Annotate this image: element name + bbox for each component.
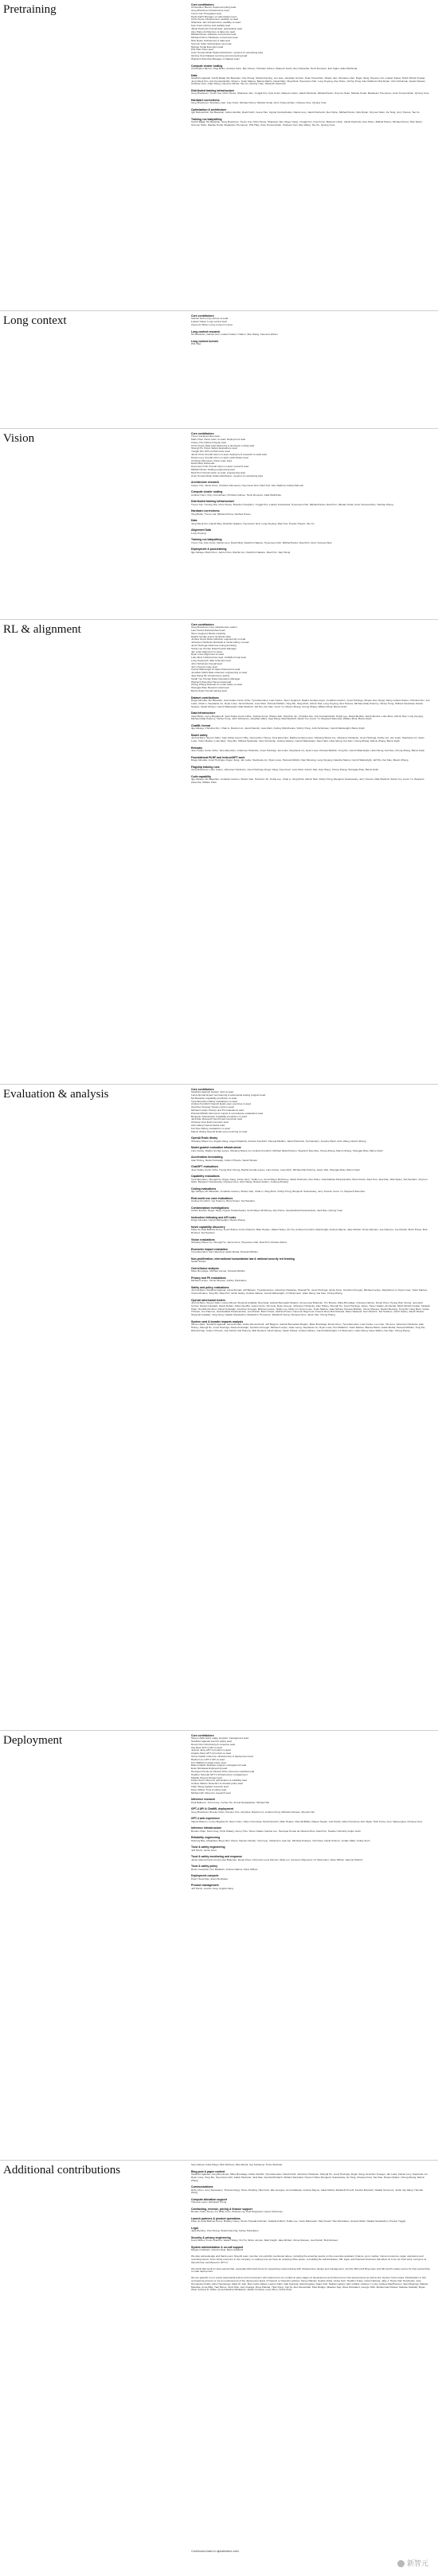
credit-group-title: Blog post & paper content bbox=[191, 2169, 225, 2173]
credit-group-names: Adrien Ecoffet, Roger Jiang, Ingmar Kanitscheider, Scott Mayer McKinney, Alex Paino, Giambattista Parascandolo, Jack Rae, Qiming Yuan bbox=[191, 1209, 343, 1213]
credit-group-title: Launch partners & product operations bbox=[191, 2217, 241, 2221]
credit-group-names: Trevor Cai, Yunxing Dai, Chris Hesse, Brandon Houghton, Yongjik Kim, Łukasz Kondraciuk, Hyeonwoo Noh, Mikhail Pavlov, Raul Puri, Nikolas Tezak, Amin Tootoonchian, Tianhao Zheng bbox=[191, 502, 393, 506]
credit-group bbox=[191, 2246, 430, 2252]
credit-group-names: Diogo Almeida, Carroll Wainwright, Marvin Zhang bbox=[191, 1218, 245, 1222]
credit-group-names: Josh Achiam, Steven Adler, Juan Felipe Cerón Uribe, Hyung Won Chung, Tyna Eloundou, Rapha Gontijo-Lopes, Shixiang Shane Gu, Johannes Heidecke, Joost Huizinga, Teddy Lee, Jan Leike, Stephanie Lin, Ryan Lowe, Todor Markov, Luke Metz, Tong Mu, Shibani Santurkar, John Schulman, Andrea Vallone, Carroll Wainwright, Jason Wei, Lilian Weng, Kai Xiao, Chong Zhang, Marvin Zhang, Barret Zoph bbox=[191, 736, 424, 743]
credit-group-title: Contracting, revenue, pricing & finance support bbox=[191, 2208, 252, 2212]
credit-group bbox=[191, 3, 430, 61]
credit-group-title: Reliability engineering bbox=[191, 1836, 221, 1840]
credit-group bbox=[191, 1734, 430, 1795]
credit-group-title: Inference infrastructure bbox=[191, 1826, 222, 1830]
credit-group-title: Core contributors bbox=[191, 1088, 214, 1091]
credit-group bbox=[191, 1197, 430, 1203]
credit-group-title: GPT-4 web experience bbox=[191, 1817, 220, 1821]
credit-group-title: Compute cluster scaling bbox=[191, 490, 223, 494]
credit-group-names: Jong Wook Kim, David Mély, Reiichiro Nakano, Hyeonwoo Noh, Long Ouyang, Raul Puri, Pranav Shyam, Tao Xu bbox=[191, 521, 315, 525]
credit-group-names: Trevor Cai, Kyle Kosic, Daniel Levy, David Mély, Reiichiro Nakano, Hyeonwoo Noh, Mikhail Pavlov, Raul Puri, Amin Tootoonchian bbox=[191, 540, 332, 544]
credit-group-title: Dataset contributions bbox=[191, 696, 219, 700]
credit-group-title: Contamination investigations bbox=[191, 1206, 229, 1210]
credit-group bbox=[191, 711, 430, 721]
credit-group-names: Mo Bavarian, Gabriel Goh, Łukasz Kaiser, Chak Li, Ben Wang, Clemens Winter bbox=[191, 332, 278, 336]
credits-column bbox=[191, 3, 430, 131]
credit-group bbox=[191, 1187, 430, 1194]
credit-group-title: Data bbox=[191, 73, 197, 77]
credit-group-names: Juan Felipe Cerón Uribe, Hyung Won Chung, Rapha Gontijo-Lopes, Liam Fedus, Luke Metz, Michael Rai Pokorny, Jason Wei, Shengjia Zhao, Barret Zoph bbox=[191, 1167, 360, 1171]
credit-group-title: System administration & on-call support bbox=[191, 2246, 244, 2250]
credit-group bbox=[191, 2277, 430, 2292]
credit-group-title: Overreliance analysis bbox=[191, 1266, 219, 1270]
credit-group-title: Deployment & post-training bbox=[191, 548, 227, 551]
credit-group-title: System card & broader impacts analysis bbox=[191, 1319, 244, 1323]
credit-group-title: Refusals bbox=[191, 746, 203, 750]
credit-group-title: Privacy and PII evaluations bbox=[191, 1276, 226, 1280]
credit-group-names: Diogo Almeida, Mo Bavarian, Juan Felipe Cerón Uribe, Tyna Eloundou, Liam Fedus, Tarun Gogineni, Rapha Gontijo-Lopes, Jonathan Gordon, Joost Huizinga, Shawn Jain, Roger Jiang, Łukasz Kaiser, Christina Kim, Jan Leike, Chak Li, Stephanie Lin, Ryan Lowe, Jacob Menick, Luke Metz, Pamela Mishkin, Tong Mu, Oleg Murk, Ashvin Nair, Long Ouyang, Alex Passos, Michael (Rai) Pokorny, Vitchyr Pong, Shibani Santurkar, Daniel Selsam, Sarah Shoker, Carroll Wainwright, Matt Wiethoff, Jeff Wu, Kai Xiao, Kevin Yu, Marvin Zhang, Chong Zhang, William Zhuk, Barret Zoph bbox=[191, 698, 430, 708]
credit-group bbox=[191, 2255, 430, 2264]
credit-group-title: Safety and policy evaluations bbox=[191, 1285, 229, 1289]
credit-group bbox=[191, 1299, 430, 1317]
section-deployment bbox=[0, 1730, 438, 2161]
credit-group bbox=[191, 1855, 430, 1861]
credit-group-names: Josh Achiam, Sandhini Agarwal, Lama Ahmad, Jeff Belgum, Tyna Eloundou, Johannes Heidecke, Shengli Hu, Joost Huizinga, Jamie Kiros, Gretchen Krueger, Michael Lampe, Stephanie Lin, Ryan Lowe, Todor Markov, Vinnie Monaco, Tong Mu, Raul Puri, Girish Sastry, Andrea Vallone, Carroll Wainwright, CJ Weinmann, Lilian Weng, Kai Xiao, Chong Zhang bbox=[191, 1288, 428, 1295]
credit-group-title: ChatML format bbox=[191, 724, 210, 728]
credit-group bbox=[191, 2164, 430, 2167]
credit-group-names: Theresa Lopez, Elizabeth Tseng bbox=[191, 2200, 227, 2204]
credit-group-title: Long context kernels bbox=[191, 339, 219, 343]
credit-group bbox=[191, 766, 430, 772]
credit-group-names: Ilge Akkaya, Mo Bavarian, Jonathan Gordon, Shawn Jain, Chak Li, Oleg Murk, Vitchyr Pong, Benjamin Sokolowsky, Jerry Tworek, Kevin Yu, Wojciech Zaremba bbox=[191, 1190, 365, 1194]
credit-group bbox=[191, 1248, 430, 1254]
credit-group bbox=[191, 1175, 430, 1184]
credit-group bbox=[191, 519, 430, 525]
watermark-text: 新智元 bbox=[406, 2559, 428, 2567]
credit-group-names: Shixiang Shane Gu, Angela Jiang, Logan Kilpatrick, Andrew Kondrich, Pamela Mishkin, Jakub Pachocki, Ted Sanders, Jessica Shieh, Alvin Wang, Marvin Zhang bbox=[191, 1139, 366, 1143]
credit-group-names: Alan Hickey, Daniel Kokotajlo, Cullen O'Keefe, Sarah Shoker bbox=[191, 1158, 258, 1162]
credit-group bbox=[191, 1874, 430, 1880]
credit-group bbox=[191, 314, 430, 327]
credit-group bbox=[191, 118, 430, 127]
credit-group bbox=[191, 1845, 430, 1852]
section-title: Additional contributions bbox=[3, 2164, 121, 2177]
credit-group-names: Michael Lampe, Vinnie Monaco, Ashley Pantuliano bbox=[191, 1279, 247, 1283]
credit-group-title: Core contributors bbox=[191, 432, 214, 435]
credit-group-title: Model-graded evaluation infrastructure bbox=[191, 1146, 241, 1150]
credit-group bbox=[191, 64, 430, 71]
credit-group-title: Data infrastructure bbox=[191, 711, 216, 715]
credit-group-title: Legal bbox=[191, 2227, 198, 2231]
credit-group bbox=[191, 99, 430, 105]
credit-group-names: Brooke Chan, Denny Jin, Billie Jonn, Patricia Lue, Kyla Sheppard, Lauren Workman bbox=[191, 2210, 283, 2214]
credit-group bbox=[191, 1088, 430, 1133]
credit-group bbox=[191, 89, 430, 95]
credit-group bbox=[191, 74, 430, 87]
credit-group bbox=[191, 734, 430, 743]
credit-group-names: Kevin Button, Fotis Chantzis, Wade Hickey, Xin Hu, Shino Jomoto, Matt Knight, Jake McNeil, Vinnie Monaco, Joel Parish, Bob Rotsted bbox=[191, 2239, 338, 2243]
credit-group bbox=[191, 330, 430, 337]
credit-group bbox=[191, 1136, 430, 1143]
credit-group bbox=[191, 775, 430, 785]
credit-group-title: OpenAI adversarial testers bbox=[191, 1298, 225, 1302]
credit-group bbox=[191, 432, 430, 477]
section-long-context bbox=[0, 310, 438, 429]
credit-group-title: Novel capability discovery bbox=[191, 1226, 225, 1230]
credit-group-names: Andrew Cann, Rory Carmichael, Christian Gibson, Henri Roussez, Akila Welihinda bbox=[191, 493, 281, 497]
credit-group bbox=[191, 528, 430, 535]
credit-group bbox=[191, 1165, 430, 1171]
credit-group bbox=[191, 2227, 430, 2233]
credit-group-names: Sandhini Agarwal, Greg Brockman, Miles Brundage, Adrien Ecoffet, Tyna Eloundou, David Farhi, Johannes Heidecke, Shengli Hu, Joost Huizinga, Roger Jiang, Gretchen Krueger, Jan Leike, Daniel Levy, Stephanie Lin, Ryan Lowe, Tong Mu, Hyeonwoo Noh, Jakub Pachocki, Jack Rae, Kendra Rimbach, Shibani Santurkar, Szymon Sidor, Benjamin Sokolowsky, Jie Tang, Chelsea Voss, Kai Xiao, Rowan Zellers, Chong Zhang, Marvin Zhang bbox=[191, 2173, 428, 2182]
credit-group bbox=[191, 756, 430, 762]
credit-group-names: Sandhini Agarwal System card co-lead Lama Ahmad Expert red teaming & adversarial testing program lead Mo Bavarian Capability prediction co-lead Tyna Eloundou Safety evaluations co-lead Andrew Kondrich OpenAI Evals open-sourcing co-lead Gretchen Krueger System card co-lead Michael Lampe Privacy and PII evaluations lead Pamela Mishkin Economic impact & overreliance evaluations lead Benjamin Sokolowsky Capability prediction co-lead Jack Rae Research benchmark execution lead Chelsea Voss Eval execution lead Alvin Wang OpenAI Evals lead Kai Xiao Safety evaluations co-lead Marvin Zhang OpenAI Evals open-sourcing co-lead bbox=[191, 1090, 266, 1133]
credit-group-names: Filipe de Avila Belbute Peres, Brittany Carey, Simón Posada Fishman, Isabella Fulford, Teddy Lee, Yaniv Markovski, Tolly Powell, Toki Sherbakov, Jessica Shieh, Natalie Staudacher, Preston Tuggle bbox=[191, 2219, 406, 2223]
credit-group-title: Coding evaluations bbox=[191, 1187, 217, 1191]
credit-group-names: Christopher Berner, Oleg Boiko, Andrew Cann, Ben Chess, Christian Gibson, Mateusz Litwin, Emy Parparita, Henri Roussez, Eric Sigler, Akila Welihinda bbox=[191, 66, 358, 70]
credit-group-names: Greg Brockman Core infrastructure author Liam Fedus Data flywheel lead Tarun Gogineni Model creativity Rapha Gontijo-Lopes Synthetic data Joshua Gross Data collection engineering co-lead Johannes Heidecke Refusals & model safety co-lead Joost Huizinga Initial fine-tuning derisking Teddy Lee Human Data Product Manager Jan Leike Alignment co-lead Ryan Lowe Alignment co-lead Luke Metz Infrastructure lead, ChatML format lead Long Ouyang IF data collection lead John Schulman Overall lead Jerry Tworek Code lead Carroll Wainwright IF data infrastructure lead Jonathan Ward Data collection engineering co-lead Jiayi Weng RL Infrastructure author Sarah Yoo Human Data Operations Manager Wojciech Zaremba Human data lead Chong Zhang Refusals & model safety co-lead Shengjia Zhao Reward model lead Barret Zoph Overall training lead bbox=[191, 625, 249, 692]
credit-group-title: Training run babysitting bbox=[191, 118, 222, 122]
credit-group-title: Model safety bbox=[191, 734, 208, 738]
credit-group bbox=[191, 1817, 430, 1823]
credit-group bbox=[191, 340, 430, 346]
section-evaluation-analysis bbox=[0, 1084, 438, 1731]
credit-group-names: Andrew Kondrich, Joe Palermo, Boris Power, Ted Sanders bbox=[191, 1199, 255, 1203]
credit-group bbox=[191, 696, 430, 709]
credit-group bbox=[191, 1257, 430, 1264]
credit-group bbox=[191, 746, 430, 753]
credit-group-names: We thank Microsoft for their partnership, especially Microsoft Azure for supporting model training with infrastructure design and management, and the Microsoft Bing team and Microsoft's safety teams for their partnership on safe deployment. bbox=[191, 2266, 430, 2274]
credit-group-names: Trevor Cai Execution lead Mark Chen Vision team co-lead, Deployment lead Casey Chu Initial prototype lead Chris Hesse Data load balancing & developer tooling lead Shengli Hu Vision Safety Evaluations lead Yongjik Kim GPU performance lead Jamie Kiros Overall vision co-lead, deployment research & evals lead Daniel Levy Overall vision co-lead, optimization lead Christine McLeavey Vision team lead David Mély Data lead Hyeonwoo Noh Overall vision co-lead, research lead Mikhail Pavlov Scaling engineering lead Raul Puri Overall vision co-lead, engineering lead Amin Tootoonchian Model distribution, systems & networking lead bbox=[191, 435, 267, 477]
credit-group bbox=[191, 490, 430, 497]
section-title: Deployment bbox=[3, 1734, 63, 1747]
credit-group-names: Brooke Chan, Scott Gray, Chris Hallacy, Kenny Hsu, Tomer Kaftan, Rachel Lim, Henrique Ponde de Oliveira Pinto, Raul Puri, Heather Schmidt, Felipe Such bbox=[191, 1829, 361, 1833]
credit-group bbox=[191, 2236, 430, 2243]
credit-group-names: Phil Tillet bbox=[191, 341, 201, 345]
credit-group-names: Janko Altenschmidt, Anna-Luisa Brakman, Derek Chen, Florencia Leoni Aleman, Molly Lin, Cameron Raymond, CJ Weinmann, Dave Willner, Samuel Wolrich bbox=[191, 1857, 363, 1861]
credit-group-title: Hardware correctness bbox=[191, 509, 220, 513]
section-rl-alignment bbox=[0, 619, 438, 1085]
credit-group bbox=[191, 2170, 430, 2183]
credit-group-title: Code capability bbox=[191, 774, 212, 778]
credit-group bbox=[191, 538, 430, 544]
credit-group-names: Filipe de Avila Belbute Peres, Kevin Button, Fotis Chantzis, Mike Heaton, Wade Hickey, Xin Hu, Andrew Kondrich, Matt Knight, Andrew Mayne, Jake McNeil, Vinnie Monaco, Joe Palermo, Joel Parish, Boris Power, Bob Rotsted, Ted Sanders bbox=[191, 1228, 428, 1235]
credit-group-names: Irwan Bello, Lenny Bogdonoff, Juan Felipe Cerón Uribe, Joshua Gross, Shawn Jain, Haozhun Jin, Christina Kim, Aris Konstantinidis, Teddy Lee, David Medina, Jacob Menick, Luke Metz, Ashvin Nair, Long Ouyang, Michael (Rai) Pokorny, Vitchyr Pong, John Schulman, Jonathan Ward, Jiayi Weng, Matt Wiethoff, Sarah Yoo, Kevin Yu, Wojciech Zaremba, William Zhuk, Barret Zoph bbox=[191, 714, 424, 721]
section-vision bbox=[0, 428, 438, 620]
credit-group-title: Trust & safety monitoring and response bbox=[191, 1855, 243, 1859]
credit-group-names: Steven Adler, Sandhini Agarwal, Lama Ahmad, Janko Altenschmidt, Jeff Belgum, Gabriel Bernadett-Shapiro, Miles Brundage, Derek Chen, Tyna Eloundou, Liam Fedus, Leo Gao, Vik Goel, Johannes Heidecke, Alan Hickey, Shengli Hu, Joost Huizinga, Daniel Kokotajlo, Gretchen Krueger, Michael Lampe, Jade Leung, Stephanie Lin, Ryan Lowe, Kim Malfacini, Todor Markov, Bianca Martin, Aalok Mehta, Pamela Mishkin, Tong Mu, Richard Ngo, Cullen O'Keefe, Joel Parish, Rai Pokorny, Bob Rotsted, Girish Sastry, Sarah Shoker, Andrea Vallone, Carroll Wainwright, CJ Weinmann, Lilian Weng, Dave Willner, Kai Xiao, Chong Zhang bbox=[191, 1323, 426, 1332]
credit-group-names: Rosie Campbell, Kim Malfacini, Andrea Vallone, Dave Willner bbox=[191, 1867, 258, 1871]
credit-group-title: Non-proliferation, international humanitarian law & national security red teaming bbox=[191, 1257, 295, 1261]
credit-group-title: Inference research bbox=[191, 1798, 216, 1802]
section-additional-contributions bbox=[0, 2160, 438, 2576]
watermark bbox=[397, 2558, 428, 2568]
credit-group-names: Ruby Chen, Cory Decareaux, Thomas Degry, Steve Dowling, Niko Felix, Elie Georges, Anna Makanju, Andrew Mayne, Aalok Mehta, Elizabeth Proehl, Kendra Rimbach, Natalie Summers, Justin Jay Wang, Hannah Wong bbox=[191, 2188, 424, 2195]
credit-group-names: Christopher Berner Supercomputing lead Greg Brockman Infrastructure lead Trevor Cai Throughput lead David Farhi Manager of optimization team Chris Hesse Infrastructure usability co-lead Shantanu Jain Infrastructure usability co-lead Kyle Kosic Uptime and stability lead Jakub Pachocki Overall lead, optimization lead Alex Paino Architecture & data vice lead Mikhail Pavlov Software correctness lead Michael Petrov Hardware correctness lead Nick Ryder Architecture & data lead Szymon Sidor Optimization vice lead Nikolas Tezak Execution lead Phil Tillet Triton lead Amin Tootoonchian Model distribution, systems & networking lead Qiming Yuan Dataset sourcing and processing lead Wojciech Zaremba Manager of dataset team bbox=[191, 6, 263, 60]
credit-group-title: Acceleration forecasting bbox=[191, 1155, 223, 1159]
credit-group-title: Security & privacy engineering bbox=[191, 2236, 231, 2240]
credits-column bbox=[191, 623, 430, 788]
credit-group bbox=[191, 481, 430, 487]
credit-group bbox=[191, 1155, 430, 1162]
credit-group-title: Deployment compute bbox=[191, 1874, 219, 1878]
section-title: Pretraining bbox=[3, 3, 57, 16]
credit-group bbox=[191, 1238, 430, 1245]
credit-group-names: Sarah Shoker bbox=[191, 1260, 206, 1264]
section-title: Vision bbox=[3, 432, 35, 445]
credit-group-names: Jake Berdine, Che Chang, Sheila Dunning, Ashley Pantuliano bbox=[191, 2229, 259, 2233]
credit-group-title: Communications bbox=[191, 2185, 213, 2189]
credit-group-title: Architecture research bbox=[191, 481, 220, 485]
credit-group-title: Core contributors bbox=[191, 3, 214, 6]
credit-group bbox=[191, 548, 430, 554]
credit-group-title: Capability evaluations bbox=[191, 1175, 220, 1179]
credit-group-names: Josh Achiam, Steven Adler, Lama Ahmad, Shyamal Anadkat, Red Avila, Gabriel Bernadett-Shapiro, Anna-Luisa Brakman, Tim Brooks, Miles Brundage, Chelsea Carlson, Derek Chen, Hyung Won Chung, Jeremiah Currier, Daniel Kokotajlo, David Dohan, Adrien Ecoffet, Juston Forte, Vik Goel, Ryan Greene, Johannes Heidecke, Alan Hickey, Shengli Hu, Joost Huizinga, Janko, Tomer Kaftan, Ali Kamali, Nitish Shirish Keskar, Tabarak Khan, Hendrik Kirchner, Daniel Kokotajlo, Gretchen Krueger, Michael Lampe, Teddy Lee, Molly Lin, Ryan Lowe, Todor Markov, Jake McNeil, Pamela Mishkin, Vinnie Monaco, Daniel Mossing, Tong Mu, Oleg Murk, Cullen O'Keefe, Joe Palermo, Giambattista Parascandolo, Joel Parish, Boris Power, Alethea Power, Cameron Raymond, Francis Real, Bob Rotsted, Mario Salterelli, Sam Wolrich, Ted Sanders, Girish Sastry, Sarah Shoker, Shyamal Anadkat, Yang Song, Natalie Staudacher, Madeleine Thompson, Elizabeth Tseng, Chelsea Voss, Jason Wei, Chong Zhang bbox=[191, 1300, 430, 1317]
credit-group-names: Jeff Harris, Joanne Jang, Angela Jiang bbox=[191, 1886, 233, 1890]
credit-group bbox=[191, 1836, 430, 1842]
credits-column bbox=[191, 1734, 430, 1893]
credit-group-names: Diogo Almeida, Joost Huizinga, Roger Jiang, Jan Leike, Stephanie Lin, Ryan Lowe, Pamela Mishkin, Dan Mossing, Long Ouyang, Katarina Slama, Carroll Wainwright, Jeff Wu, Kai Xiao, Marvin Zhang bbox=[191, 758, 409, 762]
section-title: Long context bbox=[3, 314, 67, 327]
credit-group-names: Shixiang Shane Gu, Shengli Hu, Jamie Kiros, Hyeonwoo Noh, Raul Puri, Rowan Zellers bbox=[191, 1241, 287, 1245]
credit-group-title: Core contributors bbox=[191, 623, 214, 626]
credit-group-title: GPT-4 API & ChatML deployment bbox=[191, 1807, 233, 1811]
credit-group-names: Peter Hoeschele, Evan Morikawa bbox=[191, 1876, 228, 1880]
credit-group bbox=[191, 1226, 430, 1235]
credit-group-names: Greg Brockman, Trevor Cai, Chris Hesse, Shantanu Jain, Yongjik Kim, Kyle Kosic, Mateusz Litwin, Jakub Pachocki, Mikhail Pavlov, Szymon Sidor, Nikolas Tezak, Madeleine Thompson, Amin Tootoonchian, Qiming Yuan bbox=[191, 92, 429, 95]
credit-group-names: Tyna Eloundou, Sam Manning, Aalok Mehta, Pamela Mishkin bbox=[191, 1250, 258, 1254]
credit-group-names: Sam Altman, Katie Mayer, Bob McGrew, Mira Murati, Ilya Sutskever, Peter Welinder bbox=[191, 2163, 283, 2166]
credit-group bbox=[191, 2198, 430, 2204]
credit-group bbox=[191, 2268, 430, 2274]
credit-group-title: Core contributors bbox=[191, 1734, 214, 1737]
credit-group-names: Valerie Balcom, Lenny Bogdonoff, Jason Chen, Dave Cummings, Noah Deutsch, Mike Heaton, Paul McMillan, Rajeev Nayak, Joel Parish, Adam Perelman, Eric Sigler, Nick Turley, Arun Vijayvergiya, Chelsea Voss bbox=[191, 1819, 423, 1823]
section-title: Evaluation & analysis bbox=[3, 1088, 109, 1101]
credit-group-title: Vision evaluations bbox=[191, 1237, 215, 1241]
credit-group-names: Morgan Grafstein, Francis Real, Mario Saltarelli bbox=[191, 2248, 244, 2252]
credit-group-title: Distributed training infrastructure bbox=[191, 500, 235, 504]
credit-group-names: Greg Brockman, Liam Fedus, Johannes Heidecke, Joost Huizinga, Roger Jiang, Kyle Kosic, Luke Metz, Ashvin Nair, Jiayi Weng, Chong Zhang, Shengjia Zhao, Barret Zoph bbox=[191, 768, 379, 772]
credit-group-names: Ilge Akkaya, Christina Kim, Chak Li, Rachel Lim, Jacob Menick, Luke Metz, Andrey Mishchenko, Vitchyr Pong, John Schulman, Carroll Wainwright, Barret Zoph bbox=[191, 727, 365, 731]
credit-group-title: OpenAI Evals library bbox=[191, 1136, 218, 1140]
credit-group-title: Compute allocation support bbox=[191, 2198, 228, 2202]
credit-group bbox=[191, 1267, 430, 1273]
credit-group bbox=[191, 1798, 430, 1804]
credit-group-title: Economic impact evaluation bbox=[191, 1247, 228, 1251]
credit-group-names: Liam Fedus, Rapha Gontijo-Lopes, Shixiang Shane Gu, Andrew Kondrich, Michael (Rai) Pokorny, Wojciech Zaremba, Chong Zhang, Marvin Zhang, Shengjia Zhao, Barret Zoph bbox=[191, 1148, 383, 1152]
credit-group bbox=[191, 500, 430, 506]
credit-group-names: Gabriel Goh Long context co-lead Łukasz Kaiser Long context lead Clemens Winter Long context co-lead bbox=[191, 317, 233, 326]
credit-group-title: Foundational RLHF and InstructGPT work bbox=[191, 755, 245, 759]
credit-group-names: Tyna Eloundou, Shengli Hu, Roger Jiang, Jamie Kiros, Teddy Lee, Scott Mayer McKinney, Jakub Pachocki, Alex Paino, Giambattista Parascandolo, Boris Power, Raul Puri, Jack Rae, Nick Ryder, Ted Sanders, Szymon Sidor, Benjamin Sokolowsky, Chelsea Voss, Alvin Wang, Rowan Zellers, Juntang Zhuang bbox=[191, 1177, 428, 1184]
credit-group bbox=[191, 623, 430, 693]
credit-group-names: Haiming Bao, Madelaine Boyd, Ben Chess, Damien Deville, Yufei Guo, Vishal Kuo, Ikai Lan, Michelle Pokrass, Carl Ross, David Schnurr, Jordan Sitkin, Felipe Such bbox=[191, 1838, 370, 1842]
credit-group bbox=[191, 724, 430, 731]
credit-group-names: Jeff Harris, Jamie Kiros bbox=[191, 1848, 217, 1852]
credit-group-names: Steven Adler Early stage program management lead Sandhini Agarwal Launch safety lead Derek Chen Monitoring & response lead Atty Eleti GPT-4 API co-lead Joanne Jang GPT-4 product co-lead Angela Jiang GPT-4 product co-lead Tomer Kaftan Inference infrastructure & deployment lead Rachel Lim GPT-4 API co-lead Kim Malfacini Usage policy lead Bianca Martin Release program management lead Evan Morikawa Engineering lead Henrique Ponde de Oliveira Pinto Inference workflow lead Heather Schmidt GPT-4 infrastructure management Maddie Simens Design lead Felipe Such Inference optimization & reliability lead Andrea Vallone Detection & refusals policy lead Lilian Weng Applied research lead Dave Willner Trust & safety lead Michael Wu Inference research lead bbox=[191, 1736, 255, 1795]
credit-group bbox=[191, 108, 430, 115]
credit-group bbox=[191, 1276, 430, 1283]
credit-group-title: Hardware correctness bbox=[191, 99, 220, 103]
credits-column bbox=[191, 2164, 430, 2295]
credits-column bbox=[191, 1088, 430, 1336]
credit-group-names: Juan Felipe Cerón Uribe, Tyna Eloundou, Johannes Heidecke, Joost Huizinga, Jan Leike, Stephanie Lin, Ryan Lowe, Pamela Mishkin, Tong Mu, Carroll Wainwright, Lilian Weng, Kai Xiao, Chong Zhang, Barret Zoph bbox=[191, 749, 425, 753]
credit-group bbox=[191, 1826, 430, 1833]
credit-group-names: Oleg Boiko, Trevor Cai, Michael Petrov, Alethea Power bbox=[191, 512, 251, 516]
footnote: Contributors listed in alphabetized order. bbox=[191, 2550, 240, 2553]
credit-group-title: Real-world use case evaluations bbox=[191, 1197, 233, 1201]
credit-group-names: Ilge Akkaya, Mo Bavarian, Jonathan Gordon, Shawn Jain, Haozhun Jin, Teddy Lee, Chak Li, Oleg Murk, Ashvin Nair, Vitchyr Pong, Benjamin Sokolowsky, Jerry Tworek, Matt Wiethoff, Sarah Yoo, Kevin Yu, Wojciech Zaremba, William Zhuk bbox=[191, 777, 424, 784]
credit-group-title: Training run babysitting bbox=[191, 538, 222, 542]
credit-group bbox=[191, 509, 430, 516]
section-title: RL & alignment bbox=[3, 623, 81, 636]
credit-group-title: Alignment Data bbox=[191, 528, 211, 532]
credit-group-names: Suchir Balaji, Mo Bavarian, Greg Brockman, Trevor Cai, Chris Hesse, Shantanu Jain, Roger Jiang, Yongjik Kim, Kyle Kosic, Mateusz Litwin, Jakub Pachocki, Alex Paino, Mikhail Pavlov, Michael Petrov, Nick Ryder, Szymon Sidor, Nikolas Tezak, Madeleine Thompson, Phil Tillet, Amin Tootoonchian, Chelsea Voss, Ben Wang, Tao Xu, Qiming Yuan bbox=[191, 120, 423, 127]
credit-group bbox=[191, 1320, 430, 1333]
credit-group-names: Igor Babuschkin, Mo Bavarian, Adrien Ecoffet, David Farhi, Jesse Han, Ingmar Kanitscheider, Daniel Levy, Jakub Pachocki, Alex Paino, Mikhail Pavlov, Nick Ryder, Szymon Sidor, Jie Tang, Jerry Tworek, Tao Xu bbox=[191, 111, 420, 115]
credits-column bbox=[191, 432, 430, 557]
credit-group-title: Trust & safety policy bbox=[191, 1865, 218, 1869]
credit-group-title: Data bbox=[191, 519, 197, 523]
credit-group-names: Sandhini Agarwal, Suchir Balaji, Mo Bavarian, Che Chang, Sheila Dunning, Leo Gao, Jonathan Gordon, Peter Hoeschele, Shawn Jain, Shantanu Jain, Roger Jiang, Heewoo Jun, Łukasz Kaiser, Nitish Shirish Keskar, Jong Wook Kim, Aris Konstantinidis, Chak Li, Todor Markov, Bianca Martin, David Mély, Oleg Murk, Hyeonwoo Noh, Long Ouyang, Alex Paino, Vitchyr Pong, Alec Radford, Nick Ryder, John Schulman, Daniel Selsam, Chelsea Voss, Lilian Weng, Clemens Winter, Tao Xu, Qiming Yuan, Wojciech Zaremba bbox=[191, 76, 426, 86]
credit-group bbox=[191, 2217, 430, 2223]
credit-group-title: ChatGPT evaluations bbox=[191, 1165, 219, 1169]
credit-group-names: Miles Brundage, Michael Lampe, Pamela Mishkin bbox=[191, 1269, 245, 1273]
credit-group-names: Greg Brockman, Shantanu Jain, Kyle Kosic, Michael Petrov, Nikolas Tezak, Amin Tootoonchian, Chelsea Voss, Qiming Yuan bbox=[191, 101, 327, 105]
credit-group bbox=[191, 2208, 430, 2214]
credit-group-title: Core contributors bbox=[191, 314, 214, 318]
credit-group-names: Long Ouyang bbox=[191, 531, 206, 535]
credit-group-title: Long context research bbox=[191, 329, 221, 333]
credit-group bbox=[191, 1807, 430, 1814]
section-pretraining bbox=[0, 0, 438, 310]
credit-group bbox=[191, 1884, 430, 1890]
credit-group bbox=[191, 1206, 430, 1213]
credit-group bbox=[191, 1286, 430, 1296]
credit-group-title: Distributed training infrastructure bbox=[191, 89, 235, 93]
credit-group-names: Greg Brockman, Brooke Chan, Chester Cho, Atty Eleti, Rachel Lim, Andrew Peng, Michelle Pokrass, Sherwin Wu bbox=[191, 1810, 315, 1814]
credit-group bbox=[191, 2185, 430, 2195]
credit-group bbox=[191, 1216, 430, 1222]
watermark-logo-icon bbox=[397, 2560, 405, 2567]
credit-group-title: Trust & safety engineering bbox=[191, 1845, 225, 1849]
credits-column bbox=[191, 314, 430, 349]
credit-group-names: Paul Baltescu, Scott Gray, Yuchen He, Arvind Neelakantan, Michael Wu bbox=[191, 1800, 270, 1804]
credit-group-names: Casey Chu, Jamie Kiros, Christine McLeavey, Hyeonwoo Noh, Raul Puri, Alec Radford, Aditya Ramesh bbox=[191, 483, 304, 487]
credit-group-names: We also acknowledge and thank every OpenAI team member not explicitly mentioned above, including the amazing people on the executive assistant, finance, go to market, human resources, legal, operations and recruiting teams. From hiring everyone in the company, to making sure we have an amazing office space, to building the administrative, HR, legal, and financial structures that allow us to do our best work, everyone at OpenAI has contributed to GPT-4. bbox=[191, 2254, 427, 2264]
credit-group bbox=[191, 1146, 430, 1152]
credit-group-title: Compute cluster scaling bbox=[191, 64, 223, 68]
credit-group-title: Flagship training runs bbox=[191, 765, 220, 769]
credit-group-title: Instruction following and API evals bbox=[191, 1216, 237, 1220]
credit-group-title: Product management bbox=[191, 1884, 219, 1888]
credit-group-names: Ilge Akkaya, Mark Chen, Jamie Kiros, Rachel Lim, Reiichiro Nakano, Raul Puri, Jiayi Weng bbox=[191, 550, 291, 554]
credit-group bbox=[191, 1865, 430, 1871]
credit-group-names: We are grateful to our expert adversarial testers and red teamers who helped test our models at early stages of development and informed our risk assessments as well as the System Card output. Participation in this red teaming process is not an endorsement of the deployment plans of OpenAI or OpenAI's policies: Steven Basart, Sophie Duba, Cèsar Ferri, Heather Frase, Gavin Hartnett, Jake J. Hecla, Dan Hendrycks, Jose Hernandez-Orallo, Alice Hunsberger, Rajiv W. Jain, Boru Gollo Jattani, Lauren Kahn, Dan Kaszeta, Sara Kingsley, Noam Kolt, Nathan Labenz, Eric Liddick, Andrew J. Lohn, Andrew MacPherson, Sam Manning, Mantas Mazeika, Anna Mills, Yael Moros, Jimin Mun, Aviv Ovadya, Roya Pakzad, Yifan Peng, Ciel Qi, Alex Rosenblatt, Paul Röttger, Maarten Sap, Wout Schellaert, George Shih, Muhammad Shoker, Melanie Subbiah, Bryan West, Andrew D. White, Anna Katariina Wisakanto, Akhila Yerukola, Lexin Zhou, Xuhui Zhou. bbox=[191, 2276, 428, 2292]
credit-group-title: Optimization & architecture bbox=[191, 108, 227, 112]
